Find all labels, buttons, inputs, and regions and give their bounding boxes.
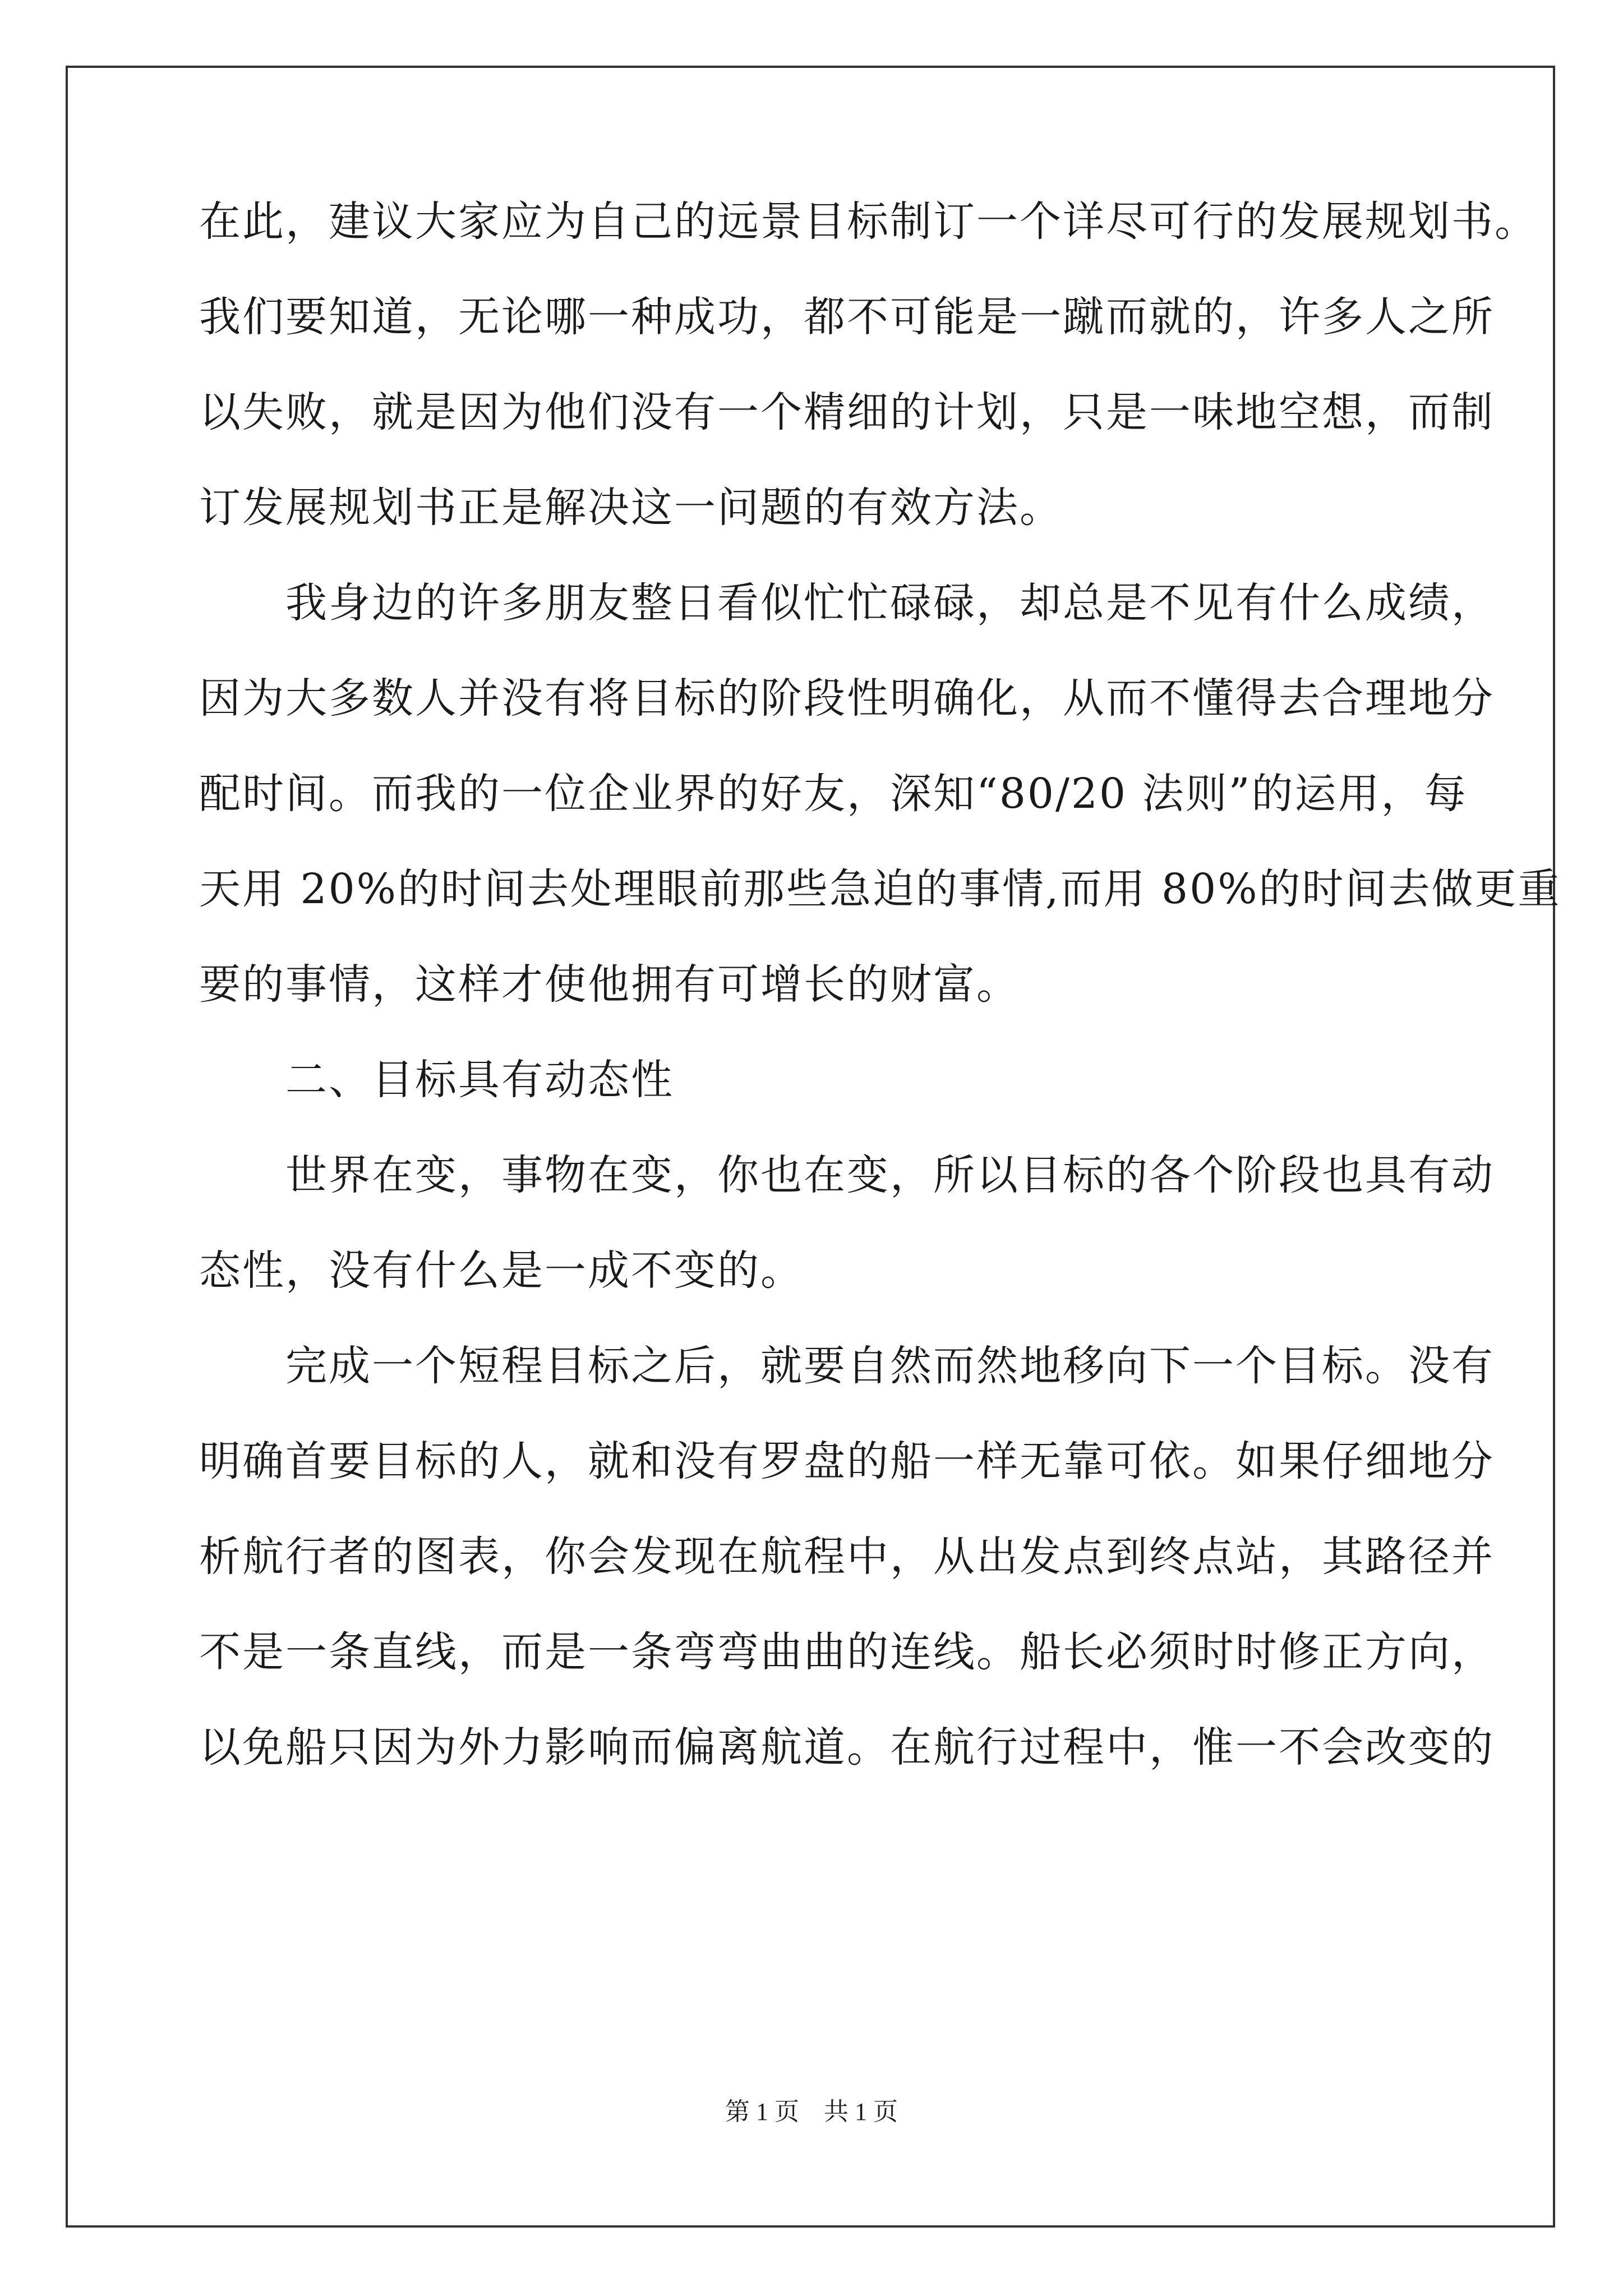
section-heading: 二、目标具有动态性	[199, 1056, 674, 1104]
text-line: 明确首要目标的人，就和没有罗盘的船一样无靠可依。如果仔细地分	[199, 1437, 1495, 1485]
text-line: 不是一条直线，而是一条弯弯曲曲的连线。船长必须时时修正方向，	[199, 1628, 1495, 1676]
text-line: 完成一个短程目标之后，就要自然而然地移向下一个目标。没有	[199, 1342, 1495, 1390]
text-line: 我身边的许多朋友整日看似忙忙碌碌，却总是不见有什么成绩，	[199, 579, 1495, 627]
text-line: 以免船只因为外力影响而偏离航道。在航行过程中，惟一不会改变的	[199, 1723, 1495, 1772]
text-line: 天用 20%的时间去处理眼前那些急迫的事情,而用 80%的时间去做更重	[199, 865, 1561, 913]
text-line: 析航行者的图表，你会发现在航程中，从出发点到终点站，其路径并	[199, 1533, 1495, 1581]
text-line: 配时间。而我的一位企业界的好友，深知“80/20 法则”的运用，每	[199, 770, 1468, 818]
text-line: 因为大多数人并没有将目标的阶段性明确化，从而不懂得去合理地分	[199, 674, 1495, 723]
text-line: 以失败，就是因为他们没有一个精细的计划，只是一味地空想，而制	[199, 388, 1495, 436]
page-number-footer: 第 1 页 共 1 页	[725, 2098, 898, 2125]
text-line: 在此，建议大家应为自己的远景目标制订一个详尽可行的发展规划书。	[199, 197, 1538, 246]
text-line: 我们要知道，无论哪一种成功，都不可能是一蹴而就的，许多人之所	[199, 293, 1495, 341]
text-line: 态性，没有什么是一成不变的。	[199, 1246, 804, 1295]
text-line: 订发展规划书正是解决这一问题的有效方法。	[199, 484, 1063, 532]
text-line: 要的事情，这样才使他拥有可增长的财富。	[199, 960, 1020, 1009]
text-line: 世界在变，事物在变，你也在变，所以目标的各个阶段也具有动	[199, 1151, 1495, 1199]
